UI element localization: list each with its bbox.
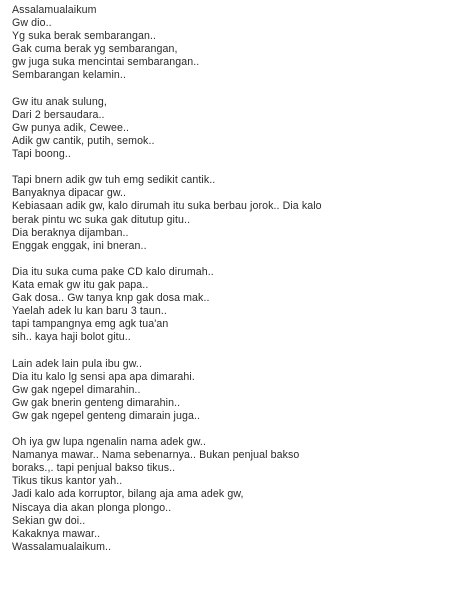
text-line: Gw dio.. bbox=[12, 17, 52, 30]
text-line: Kata emak gw itu gak papa.. bbox=[12, 278, 149, 291]
text-line: Yaelah adek lu kan baru 3 taun.. bbox=[12, 305, 167, 318]
text-line: tapi tampangnya emg agk tua'an bbox=[12, 318, 169, 331]
text-line: Kebiasaan adik gw, kalo dirumah itu suka berbau jorok.. Dia kalo bbox=[12, 200, 322, 213]
text-line: Niscaya dia akan plonga plongo.. bbox=[12, 501, 172, 514]
text-line: Gw itu anak sulung, bbox=[12, 95, 107, 108]
text-line: Kakaknya mawar.. bbox=[12, 527, 101, 540]
paragraph bbox=[12, 174, 467, 253]
text-line: Dia beraknya dijamban.. bbox=[12, 226, 129, 239]
text-line: Tapi bnern adik gw tuh emg sedikit cantik.. bbox=[12, 174, 216, 187]
text-line: Sekian gw doi.. bbox=[12, 514, 86, 527]
text-line: Namanya mawar.. Nama sebenarnya.. Bukan penjual bakso bbox=[12, 449, 300, 462]
text-line: Gak dosa.. Gw tanya knp gak dosa mak.. bbox=[12, 292, 210, 305]
paragraph bbox=[12, 96, 467, 161]
text-line: sih.. kaya haji bolot gitu.. bbox=[12, 331, 131, 344]
text-line: Yg suka berak sembarangan.. bbox=[12, 30, 157, 43]
text-line: Lain adek lain pula ibu gw.. bbox=[12, 357, 143, 370]
text-line: Gw punya adik, Cewee.. bbox=[12, 121, 130, 134]
text-line: Tapi boong.. bbox=[12, 148, 71, 161]
text-line: Tikus tikus kantor yah.. bbox=[12, 475, 123, 488]
text-line: Banyaknya dipacar gw.. bbox=[12, 187, 127, 200]
text-line: gw juga suka mencintai sembarangan.. bbox=[12, 56, 200, 69]
paragraph bbox=[12, 4, 467, 83]
paragraph bbox=[12, 358, 467, 423]
paragraph bbox=[12, 436, 467, 554]
text-line: Wassalamualaikum.. bbox=[12, 540, 112, 553]
text-line: Jadi kalo ada korruptor, bilang aja ama adek gw, bbox=[12, 488, 244, 501]
text-line: Assalamualaikum bbox=[12, 4, 97, 16]
text-line: Gw gak bnerin genteng dimarahin.. bbox=[12, 396, 181, 409]
text-line: Gak cuma berak yg sembarangan, bbox=[12, 43, 178, 56]
paragraph bbox=[12, 266, 467, 345]
text-line: Dia itu suka cuma pake CD kalo dirumah.. bbox=[12, 265, 214, 278]
text-line: Oh iya gw lupa ngenalin nama adek gw.. bbox=[12, 436, 207, 449]
text-line: Dia itu kalo lg sensi apa apa dimarahi. bbox=[12, 370, 195, 383]
text-line: Sembarangan kelamin.. bbox=[12, 69, 126, 82]
text-line: Gw gak ngepel genteng dimarain juga.. bbox=[12, 409, 201, 422]
text-line: Adik gw cantik, putih, semok.. bbox=[12, 134, 155, 147]
text-line: Gw gak ngepel dimarahin.. bbox=[12, 383, 141, 396]
text-line: boraks.,. tapi penjual bakso tikus.. bbox=[12, 462, 176, 475]
text-line: Enggak enggak, ini bneran.. bbox=[12, 239, 147, 252]
document-body bbox=[12, 4, 467, 567]
text-line: berak pintu wc suka gak ditutup gitu.. bbox=[12, 213, 191, 226]
text-line: Dari 2 bersaudara.. bbox=[12, 108, 105, 121]
